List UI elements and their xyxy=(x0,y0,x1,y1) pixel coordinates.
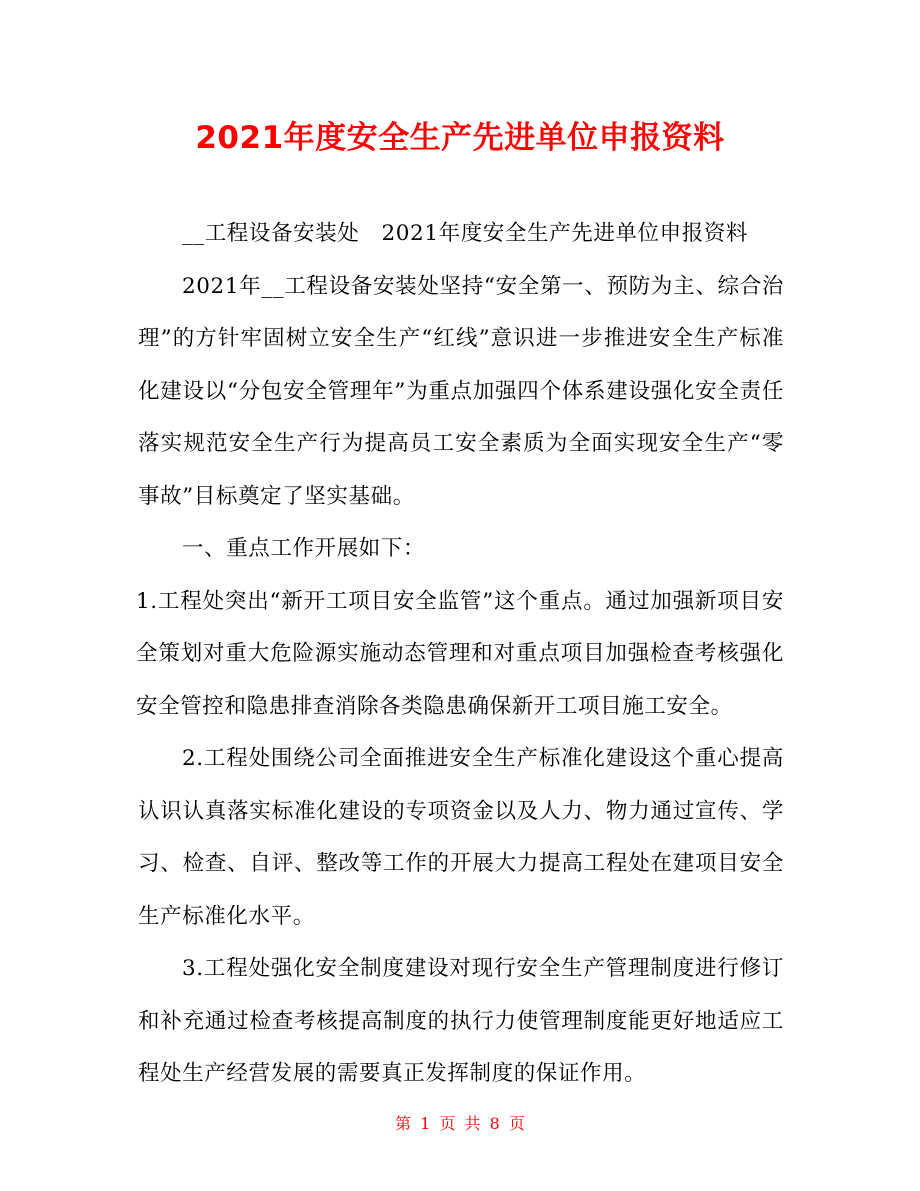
document-title: 2021年度安全生产先进单位申报资料 xyxy=(195,120,725,156)
section-heading-key-work: 一、重点工作开展如下： xyxy=(182,536,426,561)
paragraph-item-2: 2.工程处围绕公司全面推进安全生产标准化建设这个重心提高认识认真落实标准化建设的专项资金以及人力、物力通过宣传、学习、检查、自评、整改等工作的开展大力提高工程处在建项目安全生产标准化水平。 xyxy=(138,746,784,929)
paragraph-intro: 2021年__工程设备安装处坚持“安全第一、预防为主、综合治理”的方针牢固树立安全生产“红线”意识进一步推进安全生产标准化建设以“分包安全管理年”为重点加强四个体系建设强化安全责任落实规范安全生产行为提高员工安全素质为全面实现安全生产“零事故”目标奠定了坚实基础。 xyxy=(138,273,784,509)
paragraph-heading-line: __工程设备安装处 2021年度安全生产先进单位申报资料 xyxy=(182,221,749,246)
paragraph-item-3: 3.工程处强化安全制度建设对现行安全生产管理制度进行修订和补充通过检查考核提高制度的执行力使管理制度能更好地适应工程处生产经营发展的需要真正发挥制度的保证作用。 xyxy=(138,956,784,1086)
page-footer: 第 1 页 共 8 页 xyxy=(395,1114,525,1133)
paragraph-item-1: 1.工程处突出“新开工项目安全监管”这个重点。通过加强新项目安全策划对重大危险源实施动态管理和对重点项目加强检查考核强化安全管控和隐患排查消除各类隐患确保新开工项目施工安全。 xyxy=(136,588,784,719)
document-body xyxy=(138,208,784,1101)
